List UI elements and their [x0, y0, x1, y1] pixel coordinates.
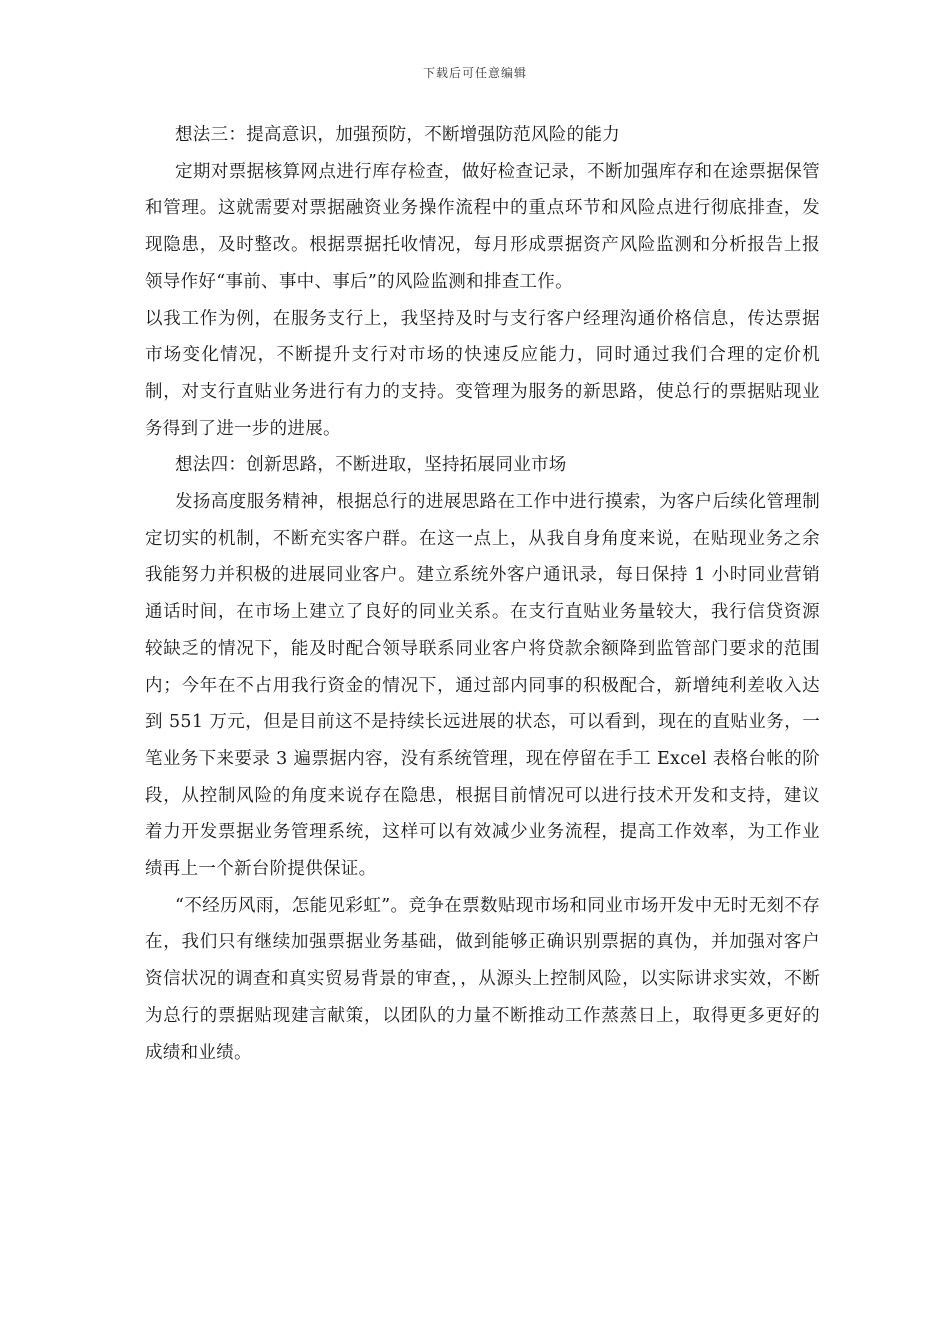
- paragraph-conclusion: “不经历风雨，怎能见彩虹”。竞争在票数贴现市场和同业市场开发中无时无刻不存在，我们只有继续加强票据业务基础，做到能够正确识别票据的真伪，并加强对客户资信状况的调查和真实贸易背景的审查，，从源头上控制风险，以实际讲求实效，不断为总行的票据贴现建言献策，以团队的力量不断推动工作蒸蒸日上，取得更多更好的成绩和业绩。: [145, 895, 820, 1063]
- paragraph-inventory-check: 定期对票据核算网点进行库存检查，做好检查记录，不断加强库存和在途票据保管和管理。这就需要对票据融资业务操作流程中的重点环节和风险点进行彻底排查，发现隐患，及时整改。根据票据托收情况，每月形成票据资产风险监测和分析报告上报领导作好“事前、事中、事后”的风险监测和排查工作。: [145, 161, 820, 292]
- page-header: 下载后可任意编辑: [422, 66, 527, 80]
- heading-idea-three: 想法三：提高意识，加强预防，不断增强防范风险的能力: [175, 125, 620, 145]
- paragraph-work-example: 以我工作为例，在服务支行上，我坚持及时与支行客户经理沟通价格信息，传达票据市场变化情况，不断提升支行对市场的快速反应能力，同时通过我们合理的定价机制，对支行直贴业务进行有力的支持。变管理为服务的新思路，使总行的票据贴现业务得到了进一步的进展。: [145, 308, 820, 439]
- document-body: [145, 117, 820, 1071]
- paragraph-service-spirit: 发扬高度服务精神，根据总行的进展思路在工作中进行摸索，为客户后续化管理制定切实的机制，不断充实客户群。在这一点上，从我自身角度来说，在贴现业务之余我能努力并积极的进展同业客户。建立系统外客户通讯录，每日保持 1 小时同业营销通话时间，在市场上建立了良好的同业关系。在支行直贴业务量较大，我行信贷资源较缺乏的情况下，能及时配合领导联系同业客户将贷款余额降到监管部门要求的范围内；今年在不占用我行资金的情况下，通过部内同事的积极配合，新增纯利差收入达到 551 万元，但是目前这不是持续长远进展的状态，可以看到，现在的直贴业务，一笔业务下来要录 3 遍票据内容，没有系统管理，现在停留在手工 Excel 表格台帐的阶段，从控制风险的角度来说存在隐患，根据目前情况可以进行技术开发和支持，建议着力开发票据业务管理系统，这样可以有效减少业务流程，提高工作效率，为工作业绩再上一个新台阶提供保证。: [145, 492, 820, 880]
- heading-idea-four: 想法四：创新思路，不断进取，坚持拓展同业市场: [175, 455, 567, 476]
